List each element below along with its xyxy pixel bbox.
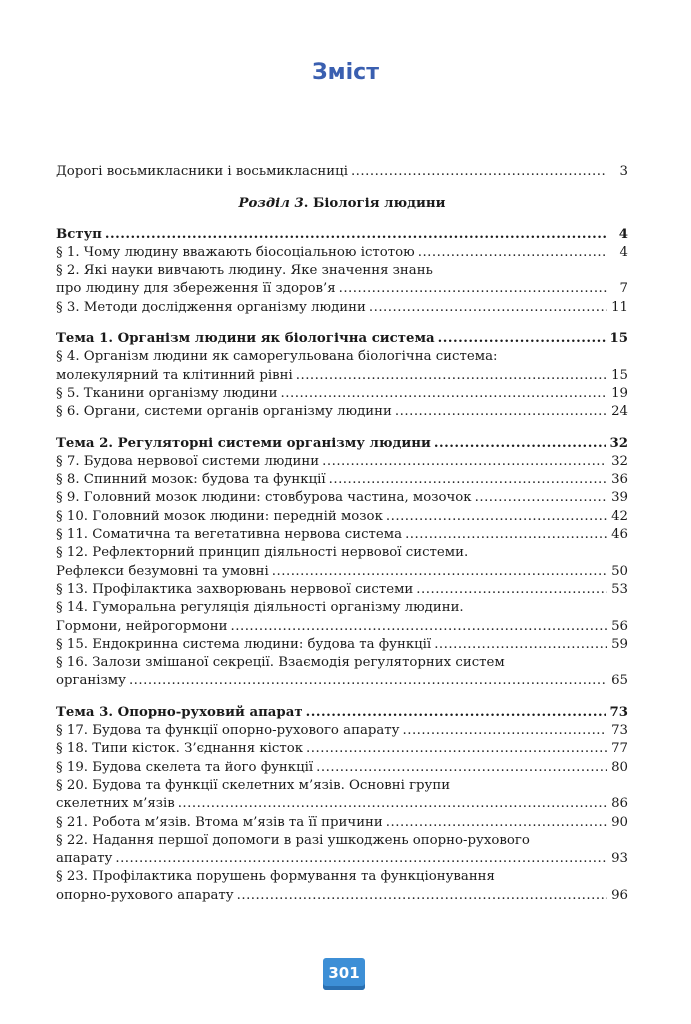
toc-entry <box>56 618 628 636</box>
section-heading <box>56 195 628 213</box>
toc-entry-line: § 22. Надання першої допомоги в разі ушкоджень опорно-рухового <box>56 832 530 848</box>
entry-text: Гормони, нейрогормони <box>56 618 228 634</box>
group-gap <box>56 422 628 435</box>
entry-text: § 19. Будова скелета та його функції <box>56 759 314 775</box>
heading-text: Тема 2. Регуляторні системи організму людини <box>56 435 431 451</box>
toc-entry-line: § 12. Рефлекторний принцип діяльності нервової системи. <box>56 545 469 561</box>
section-prefix: Розділ 3 <box>238 196 304 212</box>
toc-entry <box>56 508 628 526</box>
entry-text: скелетних м’язів <box>56 796 175 812</box>
toc-entry <box>56 636 628 654</box>
entry-page: 42 <box>611 508 628 524</box>
entry-page: 90 <box>611 814 628 830</box>
dot-leader <box>316 759 607 777</box>
entry-text: § 17. Будова та функції опорно-рухового апарату <box>56 723 400 739</box>
entry-text: § 8. Спинний мозок: будова та функції <box>56 472 326 488</box>
entry-text: § 13. Профілактика захворювань нервової системи <box>56 581 414 597</box>
entry-text: організму <box>56 673 126 689</box>
entry-text: § 3. Методи дослідження організму людини <box>56 299 366 315</box>
entry-text: § 1. Чому людину вважають біосоціальною істотою <box>56 244 415 260</box>
entry-page: 11 <box>611 299 628 315</box>
entry-page: 56 <box>611 618 628 634</box>
heading-page: 4 <box>618 226 628 242</box>
entry-page: 15 <box>611 367 628 383</box>
toc-entry <box>56 581 628 599</box>
toc-group-heading <box>56 226 628 244</box>
dot-leader <box>272 563 607 581</box>
dot-leader <box>339 280 607 298</box>
toc-entry <box>56 740 628 758</box>
toc-entry-line: § 23. Профілактика порушень формування та функціонування <box>56 869 495 885</box>
entry-text: § 5. Тканини організму людини <box>56 385 278 401</box>
dot-leader <box>386 814 607 832</box>
heading-text: Вступ <box>56 226 102 242</box>
toc-entry <box>56 453 628 471</box>
heading-text: Тема 1. Організм людини як біологічна система <box>56 331 435 347</box>
toc-entry <box>56 814 628 832</box>
dot-leader <box>403 722 608 740</box>
toc-entry <box>56 887 628 905</box>
toc-entry <box>56 759 628 777</box>
dot-leader <box>386 508 607 526</box>
entry-page: 7 <box>619 281 628 297</box>
toc-entry-line: § 20. Будова та функції скелетних м’язів. Основні групи <box>56 777 451 793</box>
toc-entry-line: § 4. Організм людини як саморегульована біологічна система: <box>56 349 498 365</box>
entry-text: апарату <box>56 851 113 867</box>
entry-page: 3 <box>619 164 628 179</box>
toc-entry <box>56 299 628 317</box>
entry-page: 50 <box>611 563 628 579</box>
dot-leader <box>395 403 607 421</box>
toc-group-heading <box>56 435 628 453</box>
toc-entry <box>56 403 628 421</box>
dot-leader <box>438 330 607 348</box>
dot-leader <box>434 636 607 654</box>
toc-entry <box>56 280 628 298</box>
toc-groups <box>56 226 628 905</box>
toc-entry <box>56 244 628 262</box>
entry-page: 19 <box>611 385 628 401</box>
dot-leader <box>115 850 607 868</box>
entry-text: Рефлекси безумовні та умовні <box>56 563 269 579</box>
entry-page: 80 <box>611 759 628 775</box>
entry-text: про людину для збереження її здоров’я <box>56 281 336 297</box>
entry-text: § 9. Головний мозок людини: стовбурова частина, мозочок <box>56 490 472 506</box>
dot-leader <box>237 887 607 905</box>
entry-page: 65 <box>611 673 628 689</box>
entry-page: 24 <box>611 404 628 420</box>
dot-leader <box>322 453 607 471</box>
toc-entry <box>56 489 628 507</box>
heading-page: 73 <box>609 704 628 720</box>
toc-group-heading <box>56 330 628 348</box>
entry-page: 4 <box>619 244 628 260</box>
page-title: Зміст <box>312 60 379 85</box>
entry-page: 46 <box>611 527 628 543</box>
toc-entry <box>56 385 628 403</box>
toc-group-heading <box>56 704 628 722</box>
entry-text: опорно-рухового апарату <box>56 887 234 903</box>
entry-text: § 10. Головний мозок людини: передній мозок <box>56 508 383 524</box>
entry-page: 73 <box>611 723 628 739</box>
section-name: . Біологія людини <box>303 196 446 212</box>
dot-leader <box>329 471 607 489</box>
dot-leader <box>418 244 607 262</box>
entry-text: § 11. Соматична та вегетативна нервова система <box>56 527 403 543</box>
group-gap <box>56 691 628 704</box>
entry-page: 96 <box>611 887 628 903</box>
page-number: 301 <box>328 964 360 982</box>
dot-leader <box>405 526 607 544</box>
table-of-contents <box>56 163 628 905</box>
dot-leader <box>369 299 607 317</box>
entry-page: 93 <box>611 851 628 867</box>
group-gap <box>56 317 628 330</box>
dot-leader <box>306 740 607 758</box>
heading-page: 15 <box>609 331 628 347</box>
toc-entry <box>56 526 628 544</box>
dot-leader <box>129 672 607 690</box>
entry-page: 39 <box>611 490 628 506</box>
toc-entry <box>56 722 628 740</box>
dot-leader <box>178 795 607 813</box>
toc-entry <box>56 850 628 868</box>
entry-page: 59 <box>611 636 628 652</box>
entry-text: § 18. Типи кісток. З’єднання кісток <box>56 741 304 757</box>
entry-page: 32 <box>611 453 628 469</box>
dot-leader <box>105 226 607 244</box>
entry-text: § 21. Робота м’язів. Втома м’язів та її причини <box>56 814 383 830</box>
entry-text: § 15. Ендокринна система людини: будова та функції <box>56 636 432 652</box>
toc-entry <box>56 563 628 581</box>
page-number-badge <box>323 958 365 990</box>
toc-entry <box>56 795 628 813</box>
dot-leader <box>231 618 607 636</box>
dot-leader <box>296 367 607 385</box>
dot-leader <box>434 435 607 453</box>
heading-page: 32 <box>609 435 628 451</box>
toc-entry-line: § 16. Залози змішаної секреції. Взаємодія регуляторних систем <box>56 655 505 671</box>
heading-text: Тема 3. Опорно-руховий апарат <box>56 704 303 720</box>
entry-page: 86 <box>611 796 628 812</box>
dot-leader <box>416 581 607 599</box>
entry-text: § 7. Будова нервової системи людини <box>56 453 320 469</box>
entry-page: 77 <box>611 741 628 757</box>
toc-entry <box>56 672 628 690</box>
toc-entry-line: § 14. Гуморальна регуляція діяльності організму людини. <box>56 600 464 616</box>
entry-page: 53 <box>611 581 628 597</box>
toc-entry <box>56 471 628 489</box>
entry-text: молекулярний та клітинний рівні <box>56 367 293 383</box>
dot-leader <box>281 385 607 403</box>
toc-entry-line: § 2. Які науки вивчають людину. Яке значення знань <box>56 263 433 279</box>
toc-entry <box>56 367 628 385</box>
dot-leader <box>306 704 607 722</box>
toc-entry-intro <box>56 163 628 181</box>
entry-page: 36 <box>611 472 628 488</box>
entry-text: § 6. Органи, системи органів організму людини <box>56 404 392 420</box>
dot-leader <box>351 163 607 181</box>
dot-leader <box>475 489 607 507</box>
entry-text: Дорогі восьмикласники і восьмикласниці <box>56 164 348 179</box>
